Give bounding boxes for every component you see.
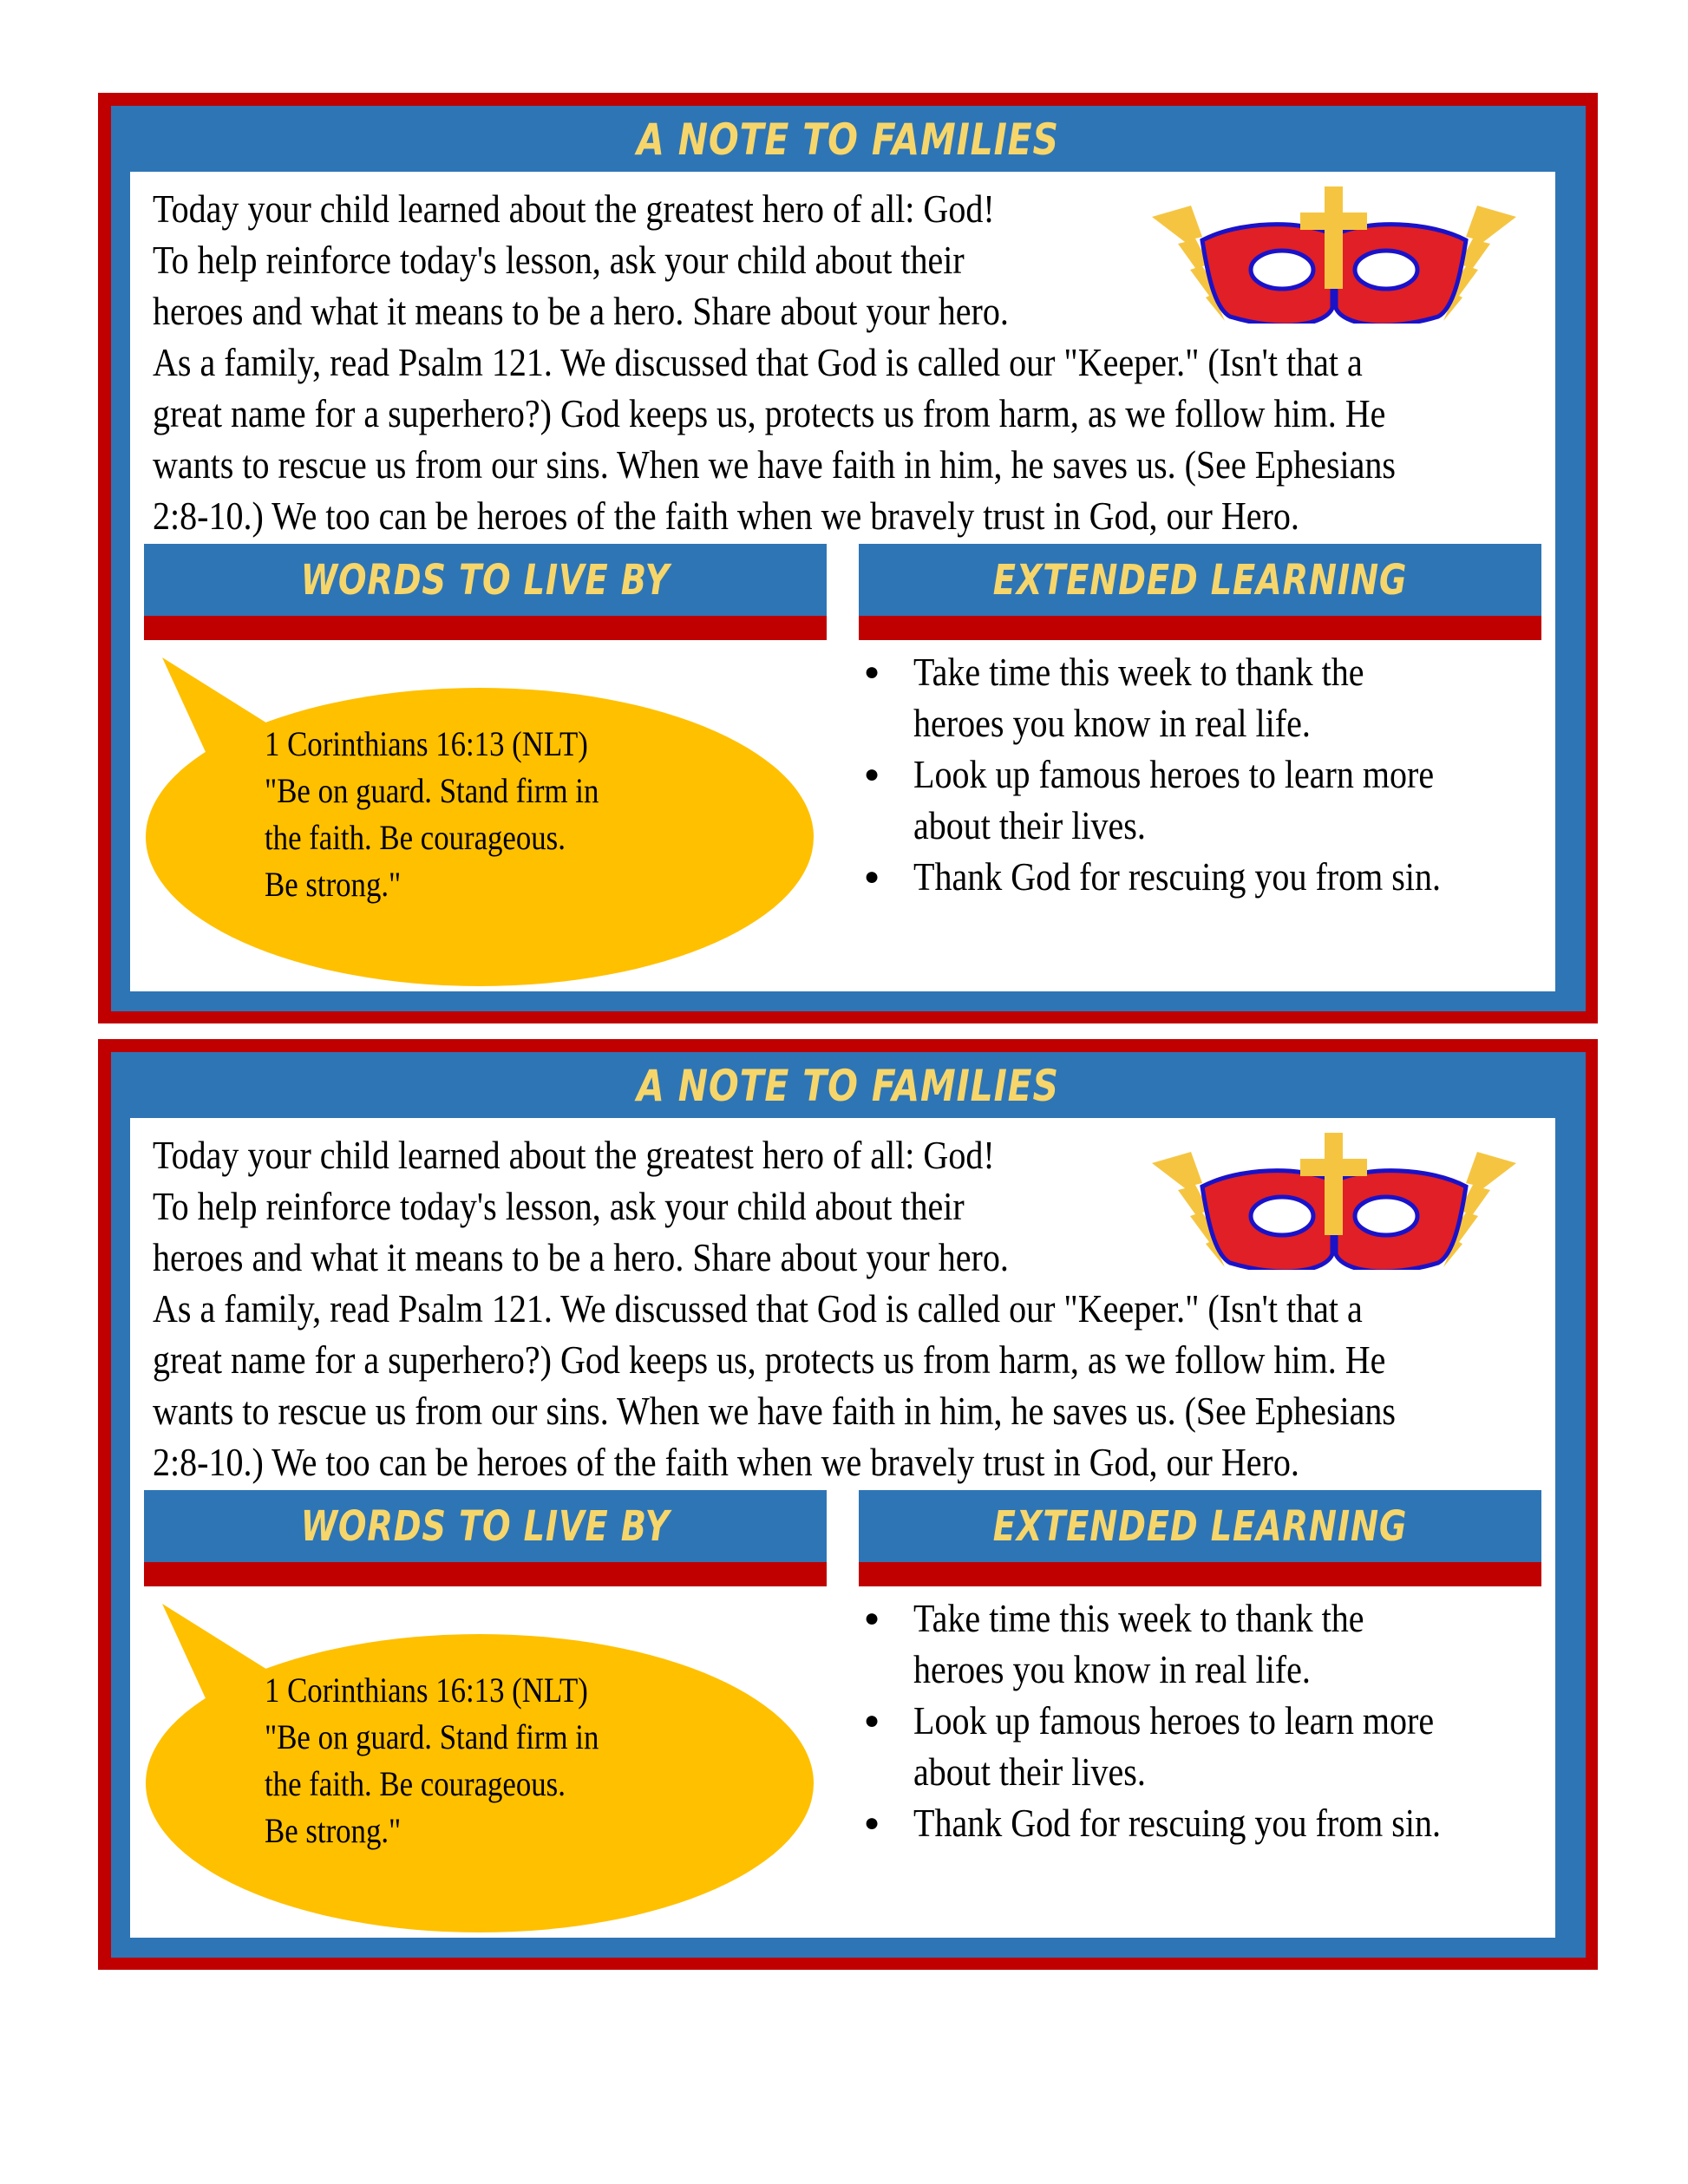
bullet-icon: ●	[863, 1706, 880, 1735]
intro-line: heroes and what it means to be a hero. Share about your hero.	[153, 289, 1009, 333]
section-title: WORDS TO LIVE BY	[300, 1502, 671, 1551]
extended-learning-list	[859, 646, 1639, 902]
bullet-icon: ●	[863, 760, 880, 788]
intro-line: Today your child learned about the greatest hero of all: God!	[153, 1133, 995, 1177]
intro-line: Today your child learned about the greatest hero of all: God!	[153, 186, 995, 231]
extended-learning-header	[859, 544, 1541, 640]
intro-line: As a family, read Psalm 121. We discussed that God is called our "Keeper." (Isn't that a	[153, 340, 1363, 384]
intro-line: To help reinforce today's lesson, ask your child about their	[153, 238, 965, 282]
list-item: ● Thank God for rescuing you from sin.	[859, 1797, 1639, 1848]
section-title: WORDS TO LIVE BY	[300, 556, 671, 605]
intro-line: great name for a superhero?) God keeps us, protects us from harm, as we follow him. He	[153, 391, 1386, 435]
list-item: ● Take time this week to thank the heroes you know in real life.	[859, 646, 1639, 749]
bullet-icon: ●	[863, 1604, 880, 1632]
extended-learning-list	[859, 1592, 1639, 1848]
list-item: ● Look up famous heroes to learn more about their lives.	[859, 1695, 1639, 1797]
bullet-icon: ●	[863, 1808, 880, 1837]
memory-verse	[265, 721, 793, 908]
section-title: EXTENDED LEARNING	[992, 1502, 1408, 1551]
words-to-live-by-header	[144, 1490, 827, 1586]
card-title: A NOTE TO FAMILIES	[637, 1061, 1059, 1111]
bullet-icon: ●	[863, 657, 880, 686]
extended-learning-header	[859, 1490, 1541, 1586]
verse-line: the faith. Be courageous.	[265, 1764, 566, 1803]
card-title: A NOTE TO FAMILIES	[637, 114, 1059, 165]
verse-line: "Be on guard. Stand firm in	[265, 771, 599, 810]
section-title: EXTENDED LEARNING	[992, 556, 1408, 605]
verse-line: Be strong."	[265, 865, 402, 904]
intro-line: wants to rescue us from our sins. When we have faith in him, he saves us. (See Ephesians	[153, 442, 1396, 487]
verse-line: Be strong."	[265, 1811, 402, 1850]
verse-line: 1 Corinthians 16:13 (NLT)	[265, 1671, 588, 1710]
intro-line: 2:8-10.) We too can be heroes of the faith when we bravely trust in God, our Hero.	[153, 494, 1299, 538]
list-item: ● Take time this week to thank the heroes you know in real life.	[859, 1592, 1639, 1695]
memory-verse	[265, 1667, 793, 1854]
intro-line: wants to rescue us from our sins. When we have faith in him, he saves us. (See Ephesians	[153, 1389, 1396, 1433]
verse-line: 1 Corinthians 16:13 (NLT)	[265, 724, 588, 763]
verse-line: "Be on guard. Stand firm in	[265, 1717, 599, 1756]
intro-line: great name for a superhero?) God keeps us, protects us from harm, as we follow him. He	[153, 1337, 1386, 1382]
words-to-live-by-header	[144, 544, 827, 640]
bullet-icon: ●	[863, 862, 880, 891]
family-note-card-1	[98, 93, 1598, 1023]
verse-line: the faith. Be courageous.	[265, 818, 566, 857]
intro-line: 2:8-10.) We too can be heroes of the faith when we bravely trust in God, our Hero.	[153, 1440, 1299, 1484]
superhero-mask-icon	[1152, 1133, 1516, 1270]
family-note-card-2	[98, 1039, 1598, 1970]
intro-line: As a family, read Psalm 121. We discussed that God is called our "Keeper." (Isn't that a	[153, 1286, 1363, 1331]
list-item: ● Look up famous heroes to learn more about their lives.	[859, 749, 1639, 851]
list-item: ● Thank God for rescuing you from sin.	[859, 851, 1639, 902]
superhero-mask-icon	[1152, 186, 1516, 324]
intro-line: To help reinforce today's lesson, ask your child about their	[153, 1184, 965, 1228]
intro-line: heroes and what it means to be a hero. Share about your hero.	[153, 1235, 1009, 1279]
